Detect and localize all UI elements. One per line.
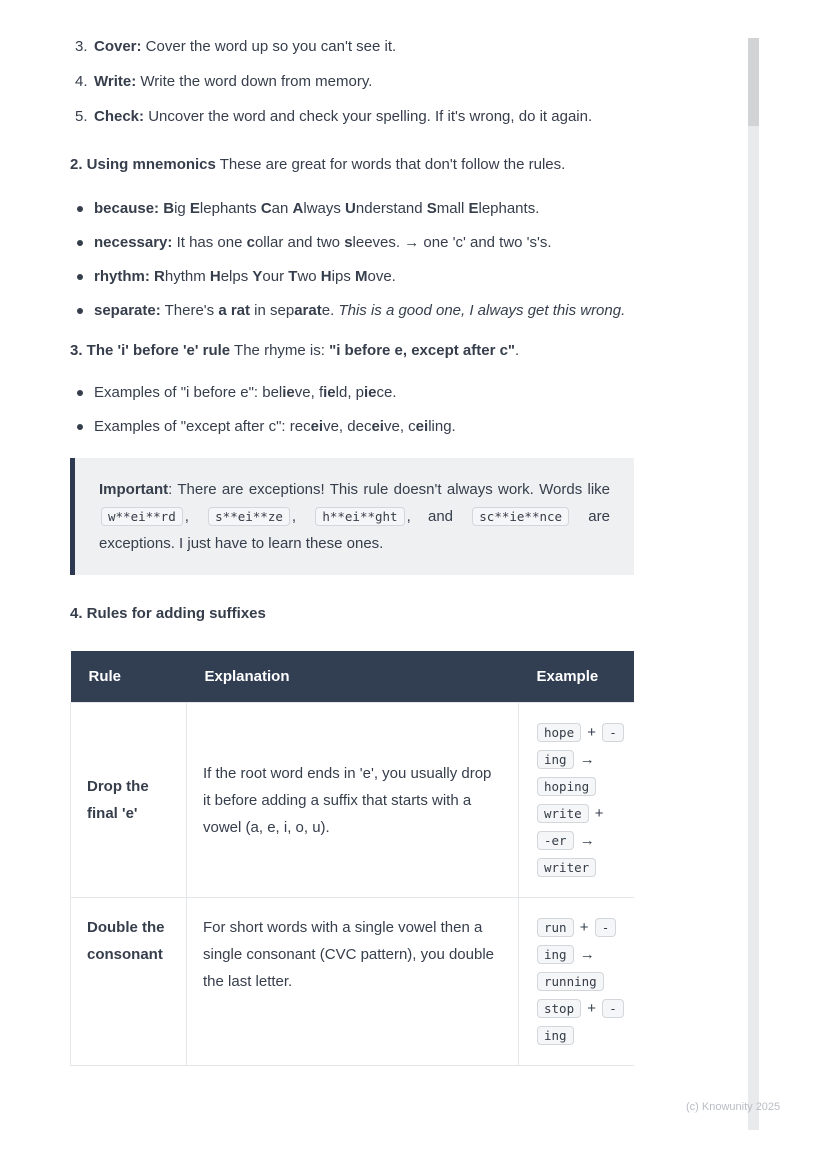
list-item: Examples of "i before e": believe, field, piece.: [70, 380, 634, 406]
mnemonics-intro: 2. Using mnemonics These are great for words that don't follow the rules.: [70, 156, 566, 173]
scrollbar-thumb[interactable]: [748, 38, 759, 126]
step-number: 3.: [75, 38, 88, 55]
suffixes-heading: 4. Rules for adding suffixes: [70, 605, 266, 622]
step-number: 4.: [75, 73, 88, 90]
step-text: Write: Write the word down from memory.: [94, 73, 373, 90]
ie-rule-intro: 3. The 'i' before 'e' rule The rhyme is: "i before e, except after c".: [70, 342, 520, 359]
ie-examples-list: [70, 380, 634, 440]
scrollbar-track[interactable]: [748, 38, 759, 1130]
document-content: [70, 0, 634, 1098]
step-text: Cover: Cover the word up so you can't see it.: [94, 38, 397, 55]
callout-text: Important: There are exceptions! This rule doesn't always work. Words like w**ei**rd , s**ei**ze , h**ei**ght , and sc**ie**nce are exceptions. I just have to learn these ones.: [99, 481, 610, 552]
suffix-rules-table: [70, 651, 634, 1066]
table-header-explanation: Explanation: [187, 651, 519, 703]
important-callout: [70, 458, 634, 575]
table-header-row: [71, 651, 635, 703]
step-number: 5.: [75, 108, 88, 125]
explanation-cell: If the root word ends in 'e', you usually drop it before adding a suffix that starts with a vowel (a, e, i, o, u).: [187, 703, 519, 898]
step-item: [70, 34, 634, 60]
mnemonics-list: [70, 196, 634, 324]
step-text: Check: Uncover the word and check your spelling. If it's wrong, do it again.: [94, 108, 593, 125]
list-item: Examples of "except after c": receive, deceive, ceiling.: [70, 414, 634, 440]
list-item: necessary: It has one collar and two sleeves. → one 'c' and two 's's.: [70, 230, 634, 256]
list-item: rhythm: Rhythm Helps Your Two Hips Move.: [70, 264, 634, 290]
list-item: because: Big Elephants Can Always Understand Small Elephants.: [70, 196, 634, 222]
example-cell: hope + -ing → hoping write + -er → writer: [519, 703, 635, 898]
table-row: [71, 898, 635, 1066]
spelling-steps-list: [70, 34, 634, 130]
table-header-example: Example: [519, 651, 635, 703]
step-item: [70, 69, 634, 95]
example-cell: run + -ing → running stop + -ing: [519, 898, 635, 1066]
rule-cell: Drop the final 'e': [71, 703, 187, 898]
step-item: [70, 104, 634, 130]
explanation-cell: For short words with a single vowel then a single consonant (CVC pattern), you double the last letter.: [187, 898, 519, 1066]
list-item: separate: There's a rat in separate. This is a good one, I always get this wrong.: [70, 298, 634, 324]
table-header-rule: Rule: [71, 651, 187, 703]
watermark: (c) Knowunity 2025: [686, 1101, 781, 1113]
rule-cell: Double the consonant: [71, 898, 187, 1066]
table-row: [71, 703, 635, 898]
